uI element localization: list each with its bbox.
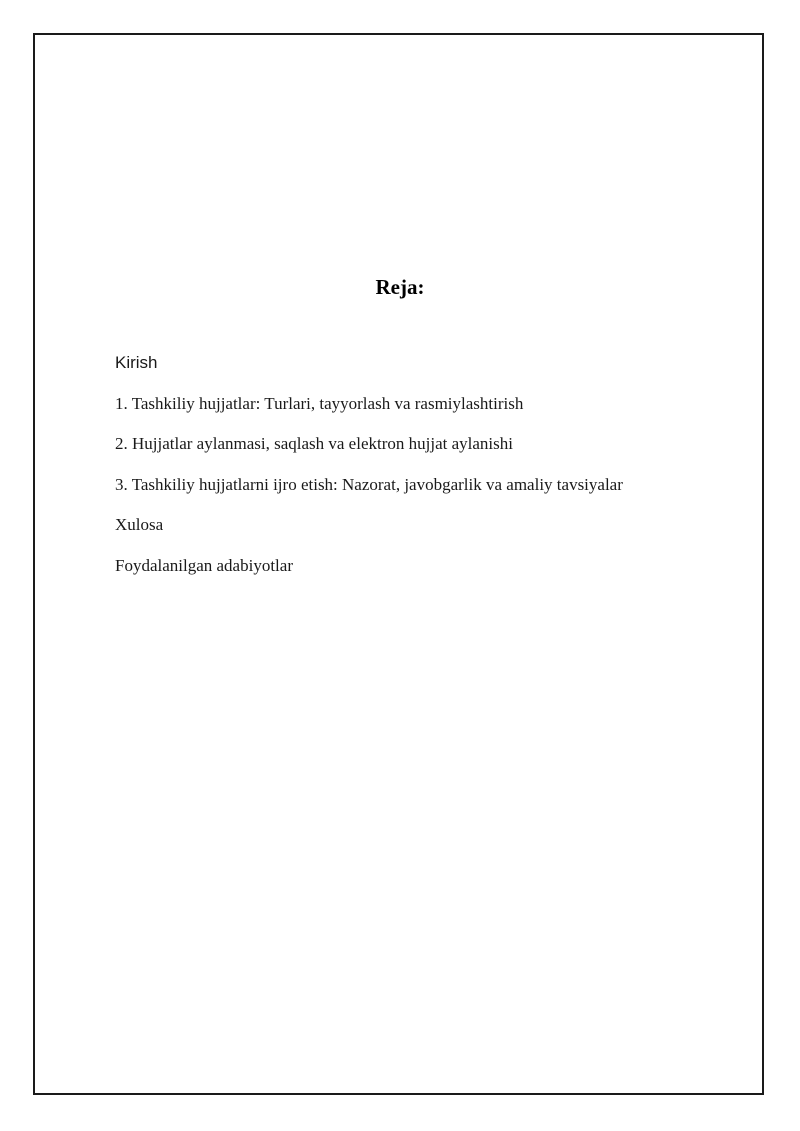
table-of-contents <box>115 352 623 595</box>
toc-item-chapter-1: 1. Tashkiliy hujjatlar: Turlari, tayyorlash va rasmiylashtirish <box>115 393 524 413</box>
toc-item-chapter-2: 2. Hujjatlar aylanmasi, saqlash va elektron hujjat aylanishi <box>115 434 513 453</box>
toc-item-conclusion: Xulosa <box>115 515 164 534</box>
toc-item-references: Foydalanilgan adabiyotlar <box>115 555 293 575</box>
toc-item-introduction: Kirish <box>115 353 158 372</box>
toc-item-chapter-3: 3. Tashkiliy hujjatlarni ijro etish: Nazorat, javobgarlik va amaliy tavsiyalar <box>115 474 623 494</box>
page-title: Reja: <box>375 275 425 299</box>
